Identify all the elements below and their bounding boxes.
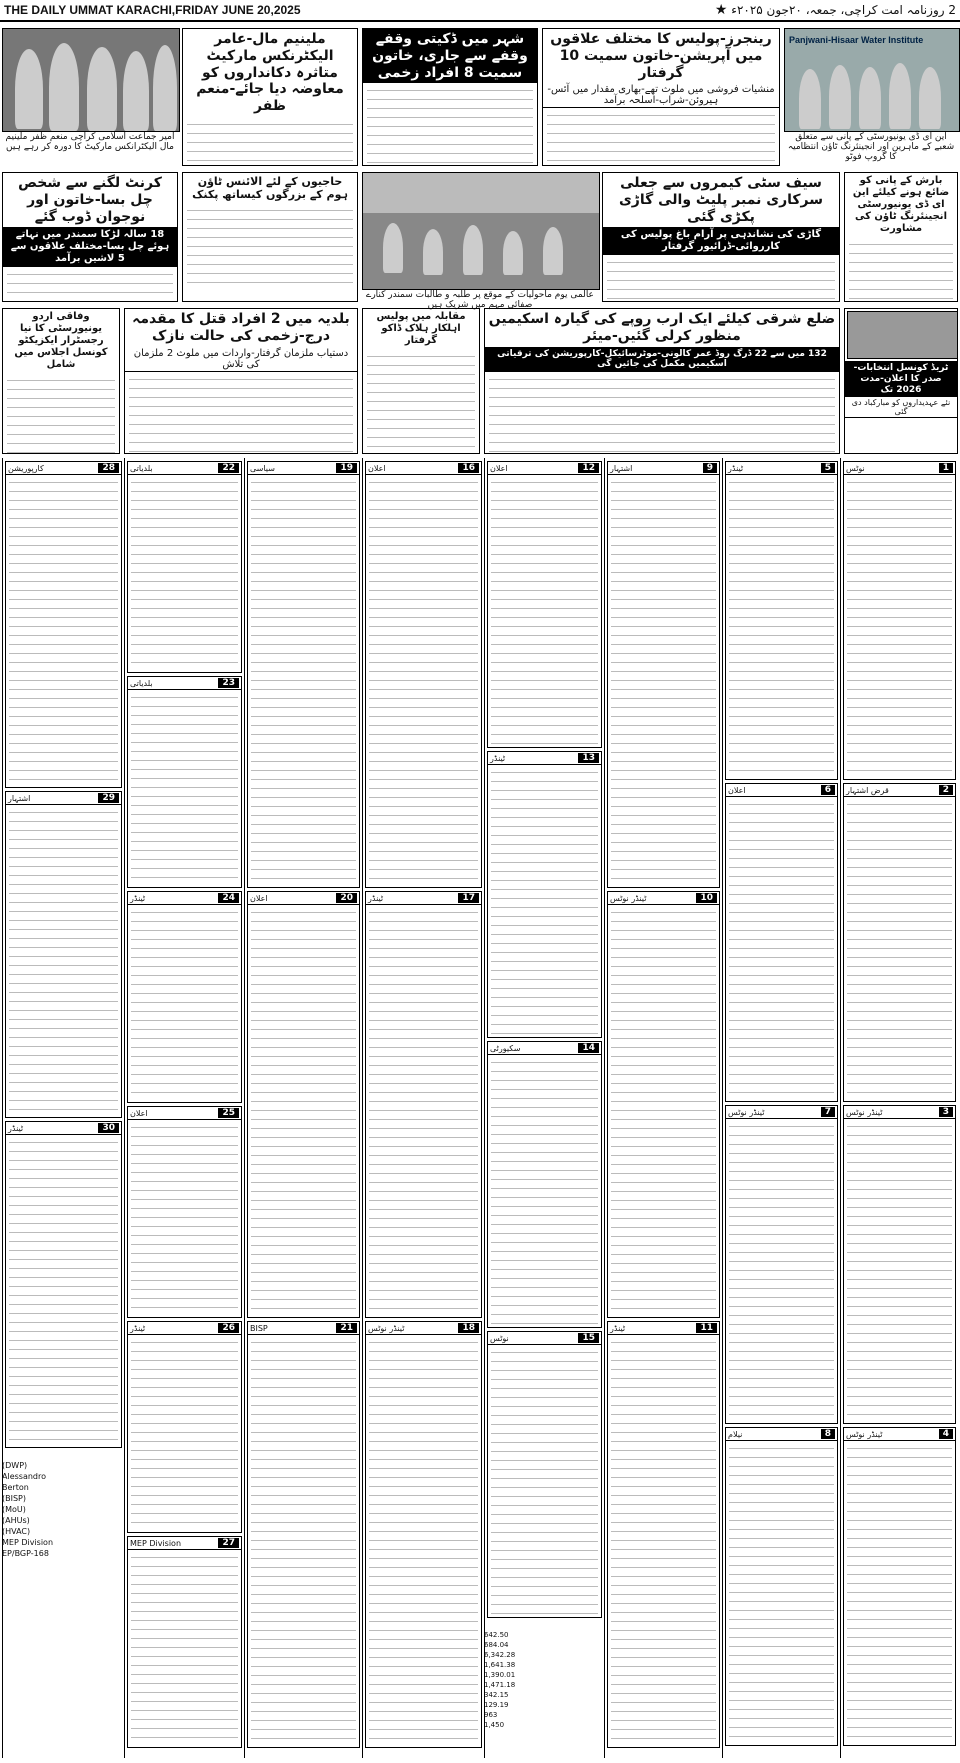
notice-number: 17 bbox=[458, 893, 479, 903]
notice-body bbox=[726, 797, 837, 1101]
notice-box bbox=[725, 1105, 838, 1424]
notice-header bbox=[128, 1322, 241, 1335]
notice-body bbox=[6, 475, 121, 787]
notice-body bbox=[844, 475, 955, 779]
notice-column bbox=[2, 458, 124, 1758]
notice-body bbox=[366, 475, 481, 887]
notice-box bbox=[725, 461, 838, 780]
notice-header bbox=[248, 462, 359, 475]
notice-number: 8 bbox=[821, 1429, 835, 1439]
notice-title: ٹینڈر bbox=[728, 463, 744, 473]
notice-number: 27 bbox=[218, 1538, 239, 1548]
notice-body bbox=[488, 1055, 601, 1327]
top-row bbox=[0, 28, 960, 166]
notice-box bbox=[843, 1105, 956, 1424]
notice-title: اعلان bbox=[490, 463, 508, 473]
sub-safe-city: گاڑی کی نشاندہی پر آرام باغ پولیس کی کارروائی-ڈرائیور گرفتار bbox=[603, 227, 839, 255]
story-rangers bbox=[542, 28, 780, 166]
notice-title: کارپوریشن bbox=[8, 463, 44, 473]
notice-number: 25 bbox=[218, 1108, 239, 1118]
notice-title: نوٹس bbox=[490, 1333, 509, 1343]
notice-body bbox=[366, 1335, 481, 1747]
notice-header bbox=[6, 792, 121, 805]
notice-number: 14 bbox=[578, 1043, 599, 1053]
notice-number: 19 bbox=[336, 463, 357, 473]
notice-title: بلدیاتی bbox=[130, 463, 153, 473]
notice-number: 24 bbox=[218, 893, 239, 903]
notice-box bbox=[127, 891, 242, 1103]
masthead bbox=[0, 0, 960, 22]
story-dacoity bbox=[362, 28, 538, 166]
notice-title: ٹینڈر نوٹس bbox=[610, 893, 647, 903]
sub-zila: 132 میں سے 22 ڈرگ روڈ عمر کالونی-موٹرسائیکل-کارپوریشن کی ترقیاتی اسکیمیں مکمل کی جائیں گی bbox=[485, 347, 839, 373]
jamaat-photo bbox=[2, 28, 180, 132]
notice-header bbox=[726, 1428, 837, 1441]
notice-body bbox=[608, 1335, 719, 1747]
amount-value: 6,342.28 bbox=[484, 1651, 516, 1659]
amount-value: 1,390.01 bbox=[484, 1671, 516, 1679]
notice-box bbox=[843, 783, 956, 1102]
notice-title: MEP Division bbox=[130, 1538, 182, 1548]
notice-body bbox=[128, 1120, 241, 1317]
code-bisp: (BISP) bbox=[2, 1494, 26, 1503]
headline-zila: ضلع شرقی کیلئے ایک ارب روپے کی گیارہ اسکیمیں منظور کرلی گئیں-میئر bbox=[488, 311, 836, 344]
notice-box bbox=[487, 751, 602, 1038]
notice-body bbox=[488, 765, 601, 1037]
notice-title: قرض اشتہار bbox=[846, 785, 889, 795]
story-zila bbox=[484, 308, 840, 454]
notice-number: 21 bbox=[336, 1323, 357, 1333]
notice-number: 28 bbox=[98, 463, 119, 473]
notice-body bbox=[488, 1345, 601, 1617]
headline-dacoity: شہر میں ڈکیتی وقفے وقفے سے جاری، خاتون سمیت 8 افراد زخمی bbox=[363, 29, 537, 83]
code-alessandro: Alessandro bbox=[2, 1472, 47, 1481]
notice-header bbox=[128, 1537, 241, 1550]
notice-title: ٹینڈر bbox=[368, 893, 384, 903]
story-police bbox=[362, 308, 480, 454]
headline-baldia: بلدیہ میں 2 افراد قتل کا مقدمہ درج-زخمی کی حالت نازک bbox=[132, 311, 350, 344]
notice-title: اشتہار bbox=[610, 463, 633, 473]
story-baldia bbox=[124, 308, 358, 454]
notice-title: نوٹس bbox=[846, 463, 865, 473]
notice-header bbox=[726, 462, 837, 475]
water-institute-photo bbox=[784, 28, 960, 132]
notice-header bbox=[608, 892, 719, 905]
notice-header bbox=[6, 462, 121, 475]
code-ahus: (AHUs) bbox=[2, 1516, 30, 1525]
notice-number: 9 bbox=[703, 463, 717, 473]
masthead-urdu: 2 روزنامہ امت کراچی، جمعہ، ۲۰جون ۲۰۲۵ء ★ bbox=[714, 2, 956, 18]
headline-safe-city: سیف سٹی کیمروں سے جعلی سرکاری نمبر پلیٹ والی گاڑی پکڑی گئی bbox=[618, 175, 824, 225]
story-wafaqi bbox=[2, 308, 120, 454]
story-trade bbox=[844, 308, 958, 454]
notice-header bbox=[366, 892, 481, 905]
notice-box bbox=[607, 891, 720, 1318]
notice-body bbox=[128, 690, 241, 887]
notice-body bbox=[844, 1119, 955, 1423]
amount-value: 1,471.18 bbox=[484, 1681, 516, 1689]
amount-value: 684.04 bbox=[484, 1641, 509, 1649]
notice-number: 6 bbox=[821, 785, 835, 795]
notice-body bbox=[726, 475, 837, 779]
amount-value: 642.50 bbox=[484, 1631, 509, 1639]
notice-box bbox=[247, 1321, 360, 1748]
notice-number: 4 bbox=[939, 1429, 953, 1439]
headline-trade: ٹریڈ کونسل انتخابات-صدر کا اعلان-مدت 2026 تک bbox=[845, 361, 957, 397]
notice-box bbox=[127, 1536, 242, 1748]
notice-title: ٹینڈر نوٹس bbox=[846, 1107, 883, 1117]
notice-box bbox=[365, 1321, 482, 1748]
notice-number: 15 bbox=[578, 1333, 599, 1343]
notice-box bbox=[487, 1041, 602, 1328]
notice-body bbox=[6, 805, 121, 1117]
notice-number: 16 bbox=[458, 463, 479, 473]
amount-value: 1,450 bbox=[484, 1721, 505, 1729]
notice-column bbox=[722, 458, 840, 1758]
caption-beach: عالمی یوم ماحولیات کے موقع پر طلبہ و طالبات سمندر کنارے صفائی مہم میں شریک ہیں bbox=[366, 290, 594, 310]
notice-box bbox=[487, 1331, 602, 1618]
story-rain bbox=[844, 172, 958, 302]
headline-police: مقابلہ میں پولیس اہلکار ہلاک ڈاکو گرفتار bbox=[376, 311, 466, 346]
notice-header bbox=[366, 462, 481, 475]
notice-title: بلدیاتی bbox=[130, 678, 153, 688]
headline-current: کرنٹ لگنے سے شخص چل بسا-خاتون اور نوجوان ڈوب گئے bbox=[18, 175, 162, 225]
notice-box bbox=[365, 461, 482, 888]
notice-column bbox=[484, 458, 604, 1758]
notice-box bbox=[725, 1427, 838, 1746]
sub-rangers: منشیات فروشی میں ملوث تھے-بھاری مقدار میں آئس-ہیروئن-شراب-اسلحہ برآمد bbox=[543, 83, 779, 108]
notice-column bbox=[362, 458, 484, 1758]
notice-body bbox=[844, 797, 955, 1101]
notice-title: ٹینڈر bbox=[130, 893, 146, 903]
notice-column bbox=[124, 458, 244, 1758]
notice-title: سیاسی bbox=[250, 463, 275, 473]
notice-body bbox=[726, 1441, 837, 1745]
notice-header bbox=[128, 892, 241, 905]
notice-header bbox=[726, 784, 837, 797]
notice-number: 13 bbox=[578, 753, 599, 763]
notice-header bbox=[128, 462, 241, 475]
notice-header bbox=[366, 1322, 481, 1335]
notice-body bbox=[128, 1550, 241, 1747]
notice-header bbox=[844, 784, 955, 797]
notice-box bbox=[127, 461, 242, 673]
notice-header bbox=[488, 1042, 601, 1055]
beach-photo bbox=[362, 172, 600, 290]
notice-number: 30 bbox=[98, 1123, 119, 1133]
notice-box bbox=[607, 461, 720, 888]
notice-header bbox=[488, 1332, 601, 1345]
notice-body bbox=[6, 1135, 121, 1447]
notice-body bbox=[844, 1441, 955, 1745]
masthead-english: THE DAILY UMMAT KARACHI,FRIDAY JUNE 20,2025 bbox=[4, 3, 301, 17]
notice-number: 11 bbox=[696, 1323, 717, 1333]
notice-title: ٹینڈر نوٹس bbox=[368, 1323, 405, 1333]
page-number: 2 bbox=[948, 3, 956, 17]
notice-header bbox=[488, 462, 601, 475]
notice-number: 22 bbox=[218, 463, 239, 473]
amount-list bbox=[484, 1630, 604, 1730]
notice-amounts bbox=[484, 1630, 604, 1750]
sub-baldia: دستیاب ملزمان گرفتار-واردات میں ملوث 2 ملزمان کی تلاش bbox=[125, 347, 357, 372]
amount-value: 129.19 bbox=[484, 1701, 509, 1709]
notice-title: اعلان bbox=[130, 1108, 148, 1118]
notice-number: 20 bbox=[336, 893, 357, 903]
notice-number: 10 bbox=[696, 893, 717, 903]
headline-rain: بارش کے پانی کو ضائع ہونے کیلئے این ای ڈی یونیورسٹی انجینئرنگ ٹاؤن کی مشاورت bbox=[852, 175, 950, 234]
notice-header bbox=[844, 1428, 955, 1441]
notice-codes bbox=[2, 1460, 114, 1559]
notice-title: اعلان bbox=[250, 893, 268, 903]
notice-body bbox=[726, 1119, 837, 1423]
water-institute-logo: Panjwani-Hisaar Water Institute bbox=[789, 35, 924, 45]
story-safe-city bbox=[602, 172, 840, 302]
notice-title: ٹینڈر bbox=[490, 753, 506, 763]
notice-body bbox=[248, 1335, 359, 1747]
caption-jamaat: امیر جماعت اسلامی کراچی منعم ظفر ملینیم مال الیکٹرانکس مارکیٹ کا دورہ کر رہے ہیں bbox=[5, 132, 175, 152]
notice-body bbox=[366, 905, 481, 1317]
headline-rangers: رینجرز-پولیس کا مختلف علاقوں میں آپریشن-خاتون سمیت 10 گرفتار bbox=[550, 31, 772, 81]
notice-column bbox=[244, 458, 362, 1758]
notice-header bbox=[726, 1106, 837, 1119]
notice-box bbox=[5, 791, 122, 1118]
notice-header bbox=[608, 1322, 719, 1335]
story-millennium bbox=[182, 28, 358, 166]
notice-box bbox=[247, 891, 360, 1318]
headline-millennium: ملینیم مال-عامر الیکٹرنکس مارکیٹ متاثرہ دکانداروں کو معاوضہ دیا جائے-منعم ظفر bbox=[196, 31, 344, 115]
notice-header bbox=[128, 677, 241, 690]
notice-number: 12 bbox=[578, 463, 599, 473]
notice-title: ٹینڈر bbox=[610, 1323, 626, 1333]
notice-header bbox=[608, 462, 719, 475]
notice-header bbox=[248, 1322, 359, 1335]
notice-column bbox=[840, 458, 958, 1758]
notice-box bbox=[365, 891, 482, 1318]
notice-number: 3 bbox=[939, 1107, 953, 1117]
notice-header bbox=[844, 1106, 955, 1119]
trade-photo bbox=[847, 311, 958, 359]
headline-hajj: حاجیوں کے لئے الائنس ٹاؤن ہوم کے بزرگوں کیساتھ پکنک bbox=[192, 175, 348, 202]
notice-title: ٹینڈر نوٹس bbox=[728, 1107, 765, 1117]
notice-title: ٹینڈر bbox=[130, 1323, 146, 1333]
notice-box bbox=[247, 461, 360, 888]
notice-body bbox=[128, 905, 241, 1102]
amount-value: 963 bbox=[484, 1711, 498, 1719]
notice-body bbox=[608, 905, 719, 1317]
sub-current: 18 سالہ لڑکا سمندر میں نہاتے ہوئے چل بسا-مختلف علاقوں سے 5 لاشیں برآمد bbox=[3, 227, 177, 267]
notice-number: 2 bbox=[939, 785, 953, 795]
notice-box bbox=[5, 461, 122, 788]
notice-header bbox=[844, 462, 955, 475]
notice-header bbox=[6, 1122, 121, 1135]
notice-body bbox=[608, 475, 719, 887]
notice-box bbox=[843, 461, 956, 780]
code-mep: MEP Division bbox=[2, 1538, 54, 1547]
notice-title: نیلام bbox=[728, 1429, 743, 1439]
notice-body bbox=[248, 475, 359, 887]
notice-box bbox=[725, 783, 838, 1102]
notice-title: سکیورٹی bbox=[490, 1043, 521, 1053]
code-mou: (MoU) bbox=[2, 1505, 26, 1514]
notice-header bbox=[488, 752, 601, 765]
star-icon: ★ bbox=[714, 2, 728, 18]
amount-value: 1,641.38 bbox=[484, 1661, 516, 1669]
code-dwp: (DWP) bbox=[2, 1461, 28, 1470]
notice-title: اعلان bbox=[728, 785, 746, 795]
notice-box bbox=[487, 461, 602, 748]
notice-title: اعلان bbox=[368, 463, 386, 473]
code-berton: Berton bbox=[2, 1483, 29, 1492]
caption-water: این ای ڈی یونیورسٹی کے پانی سے متعلق شعبے کے ماہرین اور انجینئرنگ ٹاؤن انتظامیہ کا گروپ فوٹو bbox=[787, 132, 955, 162]
notice-number: 7 bbox=[821, 1107, 835, 1117]
notice-title: BISP bbox=[250, 1323, 268, 1333]
code-hvac: (HVAC) bbox=[2, 1527, 31, 1536]
notice-box bbox=[5, 1121, 122, 1448]
code-ref: EP/BGP-168 bbox=[2, 1549, 49, 1558]
notice-box bbox=[127, 676, 242, 888]
notice-title: ٹینڈر نوٹس bbox=[846, 1429, 883, 1439]
notice-body bbox=[248, 905, 359, 1317]
notice-number: 5 bbox=[821, 463, 835, 473]
headline-wafaqi: وفاقی اردو یونیورسٹی کا نیا رجسٹرار ایکزیکٹو کونسل اجلاس میں شامل bbox=[14, 311, 108, 370]
notice-box bbox=[607, 1321, 720, 1748]
notice-title: ٹینڈر bbox=[8, 1123, 24, 1133]
notice-number: 1 bbox=[939, 463, 953, 473]
notice-box bbox=[127, 1321, 242, 1533]
notice-header bbox=[128, 1107, 241, 1120]
story-current bbox=[2, 172, 178, 302]
notice-number: 18 bbox=[458, 1323, 479, 1333]
notice-number: 23 bbox=[218, 678, 239, 688]
notice-number: 26 bbox=[218, 1323, 239, 1333]
story-hajj bbox=[182, 172, 358, 302]
notice-box bbox=[843, 1427, 956, 1746]
amount-value: 342.15 bbox=[484, 1691, 509, 1699]
notice-title: اشتہار bbox=[8, 793, 31, 803]
notice-header bbox=[248, 892, 359, 905]
notice-number: 29 bbox=[98, 793, 119, 803]
sub-trade: نئے عہدیداروں کو مبارکباد دی گئی bbox=[845, 397, 957, 418]
notice-body bbox=[488, 475, 601, 747]
notice-body bbox=[128, 475, 241, 672]
notice-column bbox=[604, 458, 722, 1758]
notice-box bbox=[127, 1106, 242, 1318]
notice-body bbox=[128, 1335, 241, 1532]
